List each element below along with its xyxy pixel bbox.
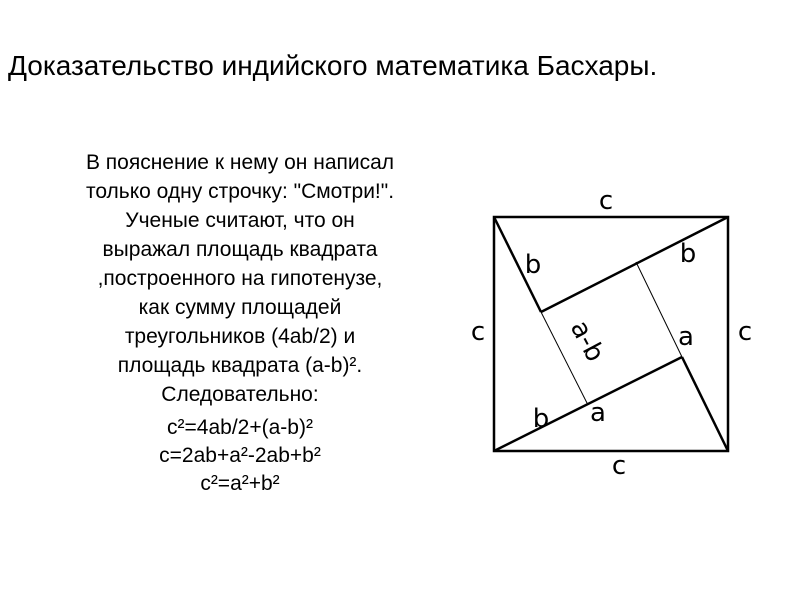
label-c-top: c xyxy=(598,186,614,216)
explanation-line: выражал площадь квадрата xyxy=(102,238,378,261)
formula-line: с²=4ab/2+(a-b)² xyxy=(167,416,313,439)
formula-block xyxy=(28,414,452,498)
label-a-bottom: a xyxy=(590,398,606,428)
label-c-left: c xyxy=(470,317,486,347)
label-c-bottom: c xyxy=(611,451,627,480)
triangle-line xyxy=(541,217,728,312)
explanation-line: как сумму площадей xyxy=(138,296,342,319)
explanation-line: В пояснение к нему он написал xyxy=(85,151,395,174)
label-b-upper-left: b xyxy=(524,250,542,280)
label-c-right: c xyxy=(737,317,753,347)
triangle-line xyxy=(682,357,728,451)
slide-title: Доказательство индийского математика Басхары. xyxy=(8,50,658,81)
label-a-right: a xyxy=(678,322,694,352)
label-b-upper-right: b xyxy=(679,239,697,269)
formula-line: с²=a²+b² xyxy=(200,472,280,495)
proof-diagram xyxy=(455,180,775,480)
inner-square-edge xyxy=(636,262,682,357)
explanation-line: только одну строчку: "Смотри!". xyxy=(85,180,395,203)
explanation-line: треугольников (4ab/2) и xyxy=(124,325,356,348)
explanation-line: ,построенного на гипотенузе, xyxy=(97,267,383,290)
label-a-minus-b: a-b xyxy=(564,315,611,367)
explanation-line: Следовательно: xyxy=(161,383,319,406)
explanation-line: Ученые считают, что он xyxy=(125,209,355,232)
label-b-lower-left: b xyxy=(532,404,550,434)
explanation-text xyxy=(28,148,452,498)
explanation-line: площадь квадрата (a-b)². xyxy=(117,354,363,377)
formula-line: с=2ab+a²-2ab+b² xyxy=(159,444,321,467)
